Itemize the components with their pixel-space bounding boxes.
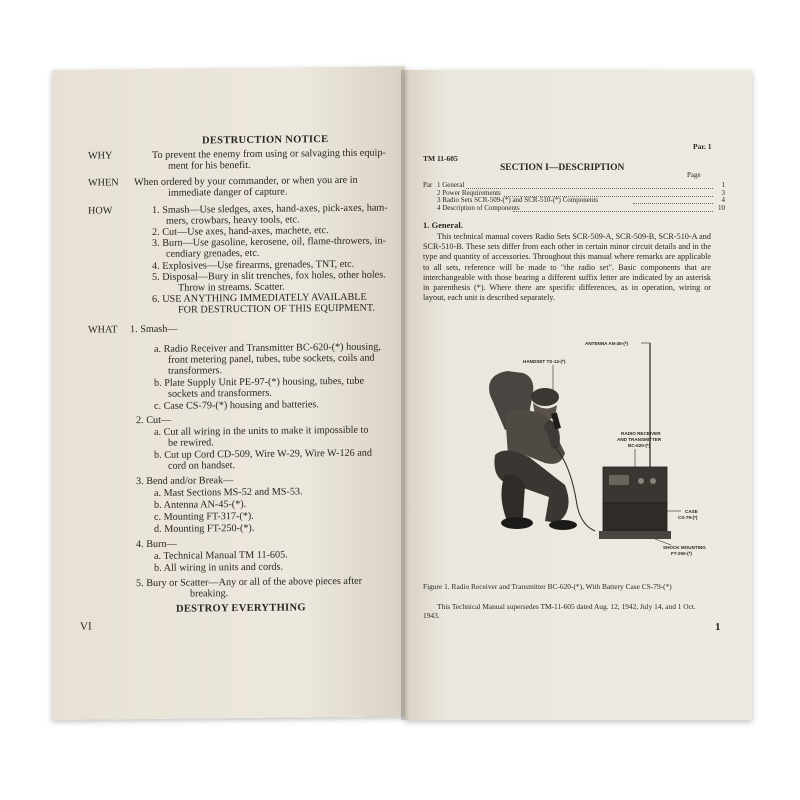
what-line: c. Mounting FT-317-(*). <box>154 510 254 523</box>
what-line: front metering panel, tubes, tube sockets, coils and <box>168 352 375 366</box>
callout-radio-line2: AND TRANSMITTER <box>617 437 662 442</box>
how-line: 2. Cut—Use axes, hand-axes, machete, etc. <box>152 225 329 238</box>
soldier-figure <box>489 371 595 531</box>
what-line: transformers. <box>168 365 223 377</box>
callout-case-line1: CASE <box>685 509 698 514</box>
toc-leader <box>437 182 713 189</box>
what-line: 4. Burn— <box>136 538 177 551</box>
what-line: breaking. <box>190 588 229 600</box>
toc-page: 1 <box>721 181 725 189</box>
how-line: FOR DESTRUCTION OF THIS EQUIPMENT. <box>178 302 375 316</box>
callout-case-line2: CS-79-(*) <box>678 515 698 520</box>
booklet <box>52 70 752 720</box>
how-line: cendiary grenades, etc. <box>166 247 260 260</box>
what-line: b. All wiring in units and cords. <box>154 561 284 574</box>
toc-page: 3 <box>721 188 725 197</box>
toc-page: 10 <box>718 203 725 212</box>
what-line: 1. Smash— <box>130 323 178 336</box>
how-label: HOW <box>88 205 113 217</box>
why-line: ment for his benefit. <box>168 159 251 172</box>
how-line: 6. USE ANYTHING IMMEDIATELY AVAILABLE <box>152 291 367 305</box>
left-page <box>52 66 405 720</box>
left-page-content <box>52 66 405 720</box>
how-line: 5. Disposal—Bury in slit trenches, fox holes, other holes. <box>152 269 386 283</box>
header-paragraph-ref: Par. 1 <box>693 142 712 151</box>
why-line: To prevent the enemy from using or salvaging this equip- <box>152 147 386 161</box>
right-page-content <box>405 70 752 720</box>
what-line: sockets and transformers. <box>168 387 272 400</box>
callout-mount-line1: SHOCK MOUNTING <box>663 545 706 550</box>
boot-right <box>549 520 577 530</box>
tuning-knob <box>638 478 644 484</box>
destroy-everything-heading: DESTROY EVERYTHING <box>176 602 306 615</box>
toc-item: 2 Power Requirements <box>437 188 501 197</box>
section-title: SECTION I—DESCRIPTION <box>500 163 625 173</box>
helmet <box>531 388 559 406</box>
supersedes-note: This Technical Manual supersedes TM-11-605 dated Aug. 12, 1942, July 14, and 1 Oct. 1943. <box>423 602 696 620</box>
toc-page: 4 <box>721 196 725 205</box>
callout-radio-line3: BC-620-(*) <box>628 443 651 448</box>
how-line: 4. Explosives—Use firearms, grenades, TNT, etc. <box>152 258 355 272</box>
destruction-notice-title: DESTRUCTION NOTICE <box>202 134 329 147</box>
what-line: cord on handset. <box>168 460 236 472</box>
right-page-number: 1 <box>715 621 721 633</box>
battery-case <box>603 503 667 531</box>
how-line: Throw in streams. Scatter. <box>178 281 285 294</box>
lower-leg <box>501 475 525 521</box>
what-line: 2. Cut— <box>136 414 172 427</box>
what-line: be rewired. <box>168 437 214 449</box>
what-line: b. Antenna AN-45-(*). <box>154 498 247 511</box>
what-line: 5. Bury or Scatter—Any or all of the above pieces after <box>136 575 363 590</box>
meter-panel <box>609 475 629 485</box>
general-paragraph: This technical manual covers Radio Sets SCR-509-A, SCR-509-B, SCR-510-A and SCR-510-B. These sets differ from each other in certain minor circuit details and in the type and quantity of accessories. Throughout this manual where remarks are applicable to all sets, reference will be made to "the radio set". Basic components that are interchangeable with those bearing a different suffix letter are indicated by an asterisk in parenthesis (*). Where there are specific differences, as in operation, wiring or layout, each unit is described separately. <box>423 232 711 303</box>
what-line: a. Mast Sections MS-52 and MS-53. <box>154 486 303 499</box>
left-page-number: VI <box>80 620 92 633</box>
what-line: b. Plate Supply Unit PE-97-(*) housing, tubes, tube <box>154 375 364 389</box>
what-line: d. Mounting FT-250-(*). <box>154 522 255 535</box>
when-line: When ordered by your commander, or when you are in <box>134 174 358 189</box>
how-line: mers, crowbars, heavy tools, etc. <box>166 214 300 227</box>
callout-handset: HANDSET TS-13-(*) <box>523 359 566 364</box>
shock-mounting <box>599 531 671 539</box>
why-label: WHY <box>88 150 113 162</box>
toc-par-label: Par <box>423 181 433 189</box>
when-line: immediate danger of capture. <box>168 186 288 199</box>
callout-mount-line2: FT-250-(*) <box>671 551 692 556</box>
figure-caption: Figure 1. Radio Receiver and Transmitter BC-620-(*), With Battery Case CS-79-(*) <box>423 582 672 591</box>
toc-item: 4 Description of Components <box>437 203 520 212</box>
what-line: a. Cut all wiring in the units to make it impossible to <box>154 424 369 438</box>
toc-item: 3 Radio Sets SCR-509-(*) and SCR-510-(*) Components <box>437 196 598 205</box>
callout-radio-line1: RADIO RECEIVER <box>621 431 661 436</box>
control-knob <box>650 478 656 484</box>
what-line: b. Cut up Cord CD-509, Wire W-29, Wire W-126 and <box>154 447 372 461</box>
radio-unit <box>599 467 671 539</box>
toc-leader <box>633 197 713 204</box>
how-line: 1. Smash—Use sledges, axes, hand-axes, pick-axes, ham- <box>152 202 388 216</box>
how-line: 3. Burn—Use gasoline, kerosene, oil, flame-throwers, in- <box>152 235 386 249</box>
header-manual-id: TM 11-605 <box>423 154 458 163</box>
what-label: WHAT <box>88 324 118 336</box>
toc-item: 1 General <box>437 181 465 189</box>
boot-left <box>501 517 533 529</box>
callout-antenna: ANTENNA AN-45-(*) <box>585 341 629 346</box>
what-line: a. Radio Receiver and Transmitter BC-620-(*) housing, <box>154 341 381 355</box>
what-line: c. Case CS-79-(*) housing and batteries. <box>154 399 319 412</box>
when-label: WHEN <box>88 177 119 189</box>
general-subheading: 1. General. <box>423 220 463 230</box>
figure-soldier-radio <box>445 335 715 575</box>
what-line: a. Technical Manual TM 11-605. <box>154 549 288 562</box>
toc-page-label: Page <box>687 171 701 179</box>
what-line: 3. Bend and/or Break— <box>136 475 234 488</box>
toc-leader <box>513 205 713 212</box>
